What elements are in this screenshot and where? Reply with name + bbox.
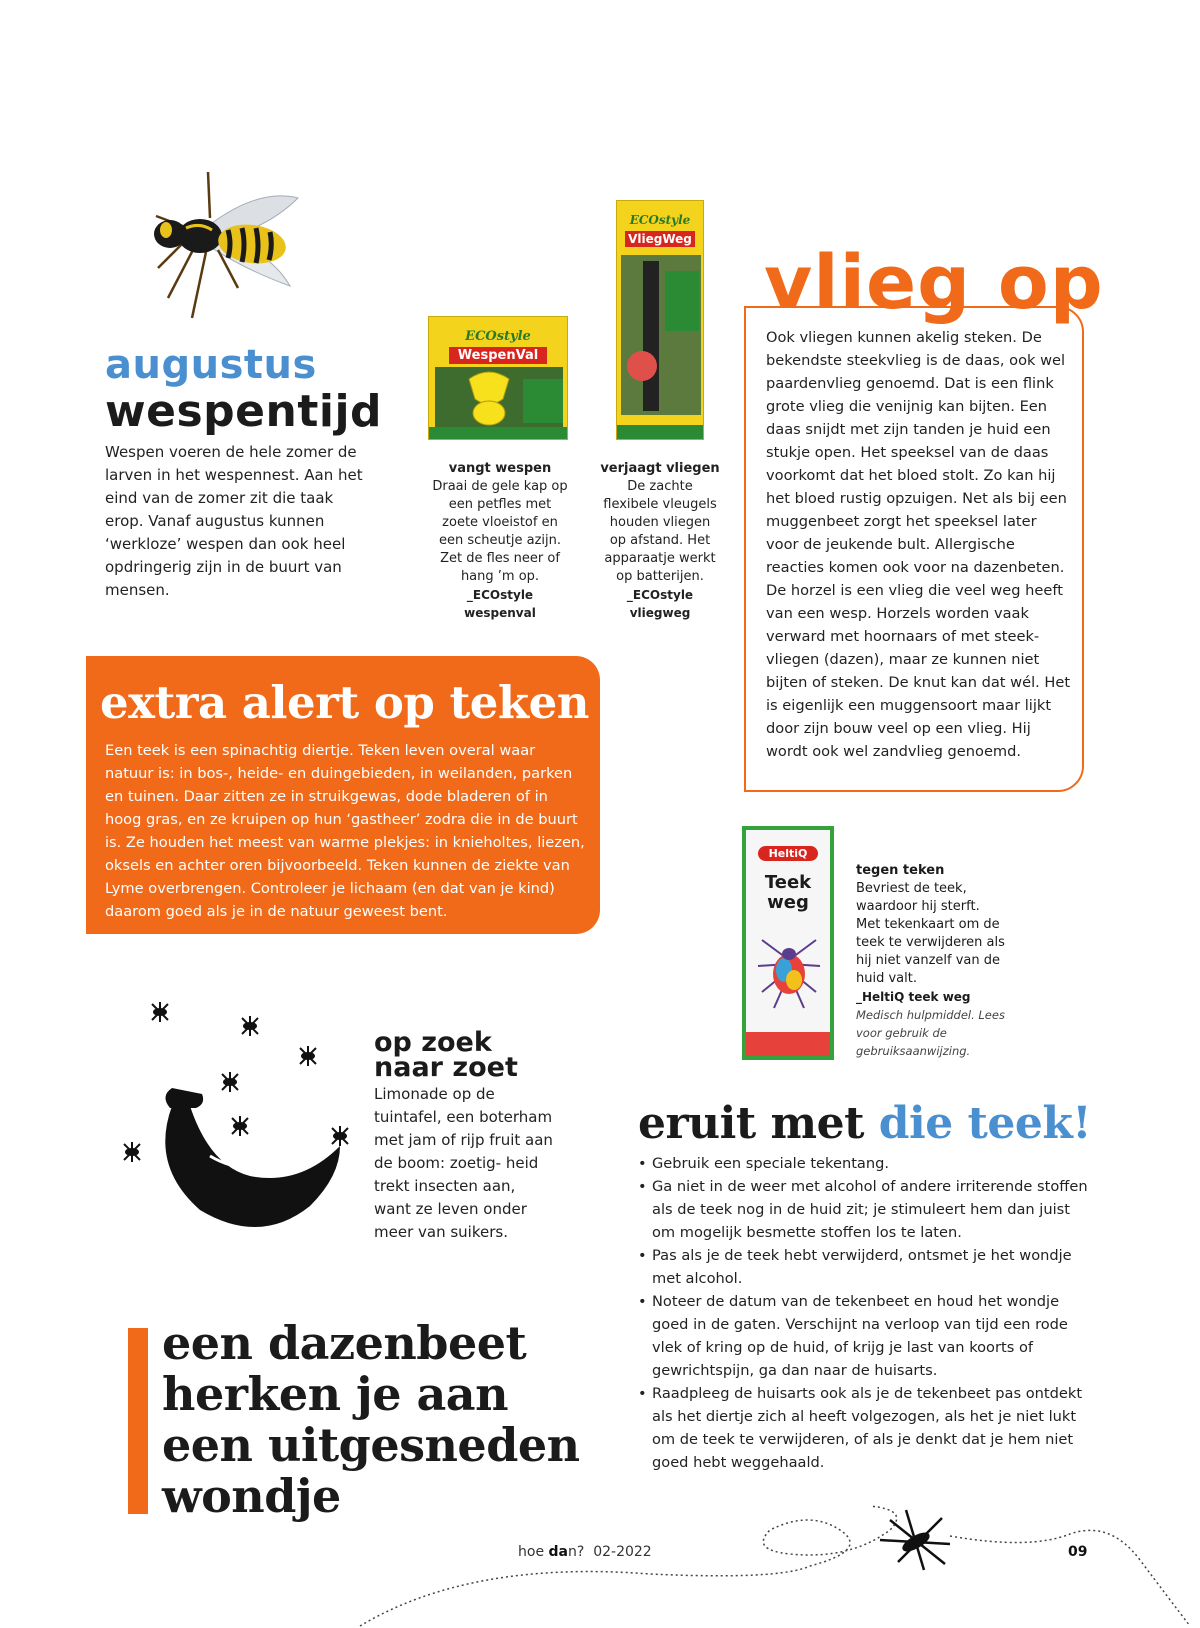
quote-accent-bar bbox=[128, 1328, 148, 1514]
teekweg-name-line2: weg bbox=[767, 892, 809, 913]
zoet-section-title bbox=[374, 1027, 518, 1083]
wespenval-caption bbox=[432, 460, 568, 622]
vliegweg-heading: verjaagt vliegen bbox=[600, 461, 720, 476]
footer-magazine-info bbox=[518, 1544, 652, 1560]
list-item: • Noteer de datum van de tekenbeet en houd het wondje goed in de gaten. Verschijnt na verloop van tijd een rode vlek of kring op de huid, of krijg je last van koorts of gewrichtspijn, ga dan naar de huisarts. bbox=[638, 1290, 1088, 1382]
wasp-section-body: Wespen voeren de hele zomer de larven in het wespennest. Aan het eind van de zomer zit die taak erop. Vanaf augustus kunnen ‘werkloze’ wespen dan ook heel opdringerig zijn in de buurt van mensen. bbox=[105, 443, 363, 599]
wespenval-name: WespenVal bbox=[449, 347, 547, 364]
eruit-title-part2: die teek! bbox=[878, 1098, 1092, 1149]
vliegweg-source: _ECOstyle vliegweg bbox=[626, 588, 694, 620]
vlieg-section-body: Ook vliegen kunnen akelig steken. De bekendste steekvlieg is de daas, ook wel paardenvlieg genoemd. Dat is een flink grote vlieg die venijnig kan bijten. Een daas snijdt met zijn tanden je huid een stukje open. Het speeksel van de daas voorkomt dat het bloed stolt. Zo kan hij het bloed rustig opzuigen. Net als bij een muggenbeet zorgt het speeksel later voor de jeukende bult. Allergische reacties komen ook voor na dazenbeten. De horzel is een vlieg die veel weg heeft van een wesp. Horzels worden vaak verward met hoornaars of met steek- vliegen (dazen), maar ze kunnen niet bijten of steken. De knut kan dat wél. Het is eigenlijk een muggensoort maar lijkt door zijn bouw veel op een vlieg. Hij wordt ook wel zandvlieg genoemd. bbox=[766, 329, 1071, 760]
banana-ants-illustration bbox=[110, 996, 360, 1240]
teekweg-heading: tegen teken bbox=[856, 863, 945, 878]
dazenbeet-quote bbox=[162, 1318, 582, 1522]
page-number: 09 bbox=[1068, 1544, 1088, 1560]
quote-line1: een dazenbeet bbox=[162, 1316, 527, 1370]
zoet-title-line2: naar zoet bbox=[374, 1052, 518, 1083]
vliegweg-name: VliegWeg bbox=[625, 231, 695, 247]
wespenval-brand: ECOstyle bbox=[465, 329, 531, 344]
vliegweg-brand: ECOstyle bbox=[629, 213, 691, 227]
vliegweg-text: De zachte flexibele vleugels houden vliegen op afstand. Het apparaatje werkt op batterijen. bbox=[603, 479, 717, 584]
teekweg-name-line1: Teek bbox=[764, 872, 812, 893]
footer-issue: 02-2022 bbox=[593, 1544, 652, 1560]
vliegweg-product-image bbox=[616, 200, 704, 440]
mosquito-flight-path bbox=[350, 1500, 1200, 1628]
wespenval-text: Draai de gele kap op een petfles met zoete vloeistof en een scheutje azijn. Zet de fles neer of hang ’m op. bbox=[432, 479, 568, 584]
wespenval-product-image bbox=[428, 316, 568, 440]
footer-mag-prefix: hoe bbox=[518, 1544, 549, 1560]
list-item: • Raadpleeg de huisarts ook als je de tekenbeet pas ontdekt als het diertje zich al heeft volgezogen, als het je niet lukt om de teek te verwijderen, of als je denkt dat je hem niet goed hebt weggehaald. bbox=[638, 1382, 1088, 1474]
teken-section-body: Een teek is een spinachtig diertje. Teken leven overal waar natuur is: in bos-, heide- en duingebieden, in weilanden, parken en tuinen. Daar zitten ze in struikgewas, dode bladeren of in hoog gras, en ze kruipen op hun ‘gastheer’ zodra die in de buurt is. Ze houden het meest van warme plekjes: in knieholtes, liezen, oksels en achter oren bijvoorbeeld. Teken kunnen de ziekte van Lyme overbrengen. Controleer je lichaam (en dat van je kind) daarom goed als je in de natuur geweest bent. bbox=[105, 742, 585, 920]
vliegweg-caption bbox=[600, 460, 720, 622]
zoet-section-body: Limonade op de tuintafel, een boterham met jam of rijp fruit aan de boom: zoetig- heid trekt insecten aan, want ze leven onder meer van suikers. bbox=[374, 1085, 553, 1241]
wasp-illustration bbox=[148, 168, 308, 328]
quote-line2: herken je aan bbox=[162, 1367, 509, 1421]
quote-line4: wondje bbox=[162, 1469, 341, 1523]
teekweg-note: Medisch hulpmiddel. Lees voor gebruik de gebruiksaanwijzing. bbox=[856, 1008, 1005, 1058]
teekweg-product-image bbox=[742, 826, 834, 1060]
footer-mag-bold: da bbox=[548, 1544, 568, 1560]
eruit-title-part1: eruit met bbox=[638, 1098, 879, 1149]
eruit-section-title bbox=[638, 1098, 1091, 1149]
wasp-section-title-line1: augustus bbox=[105, 342, 317, 388]
wespenval-heading: vangt wespen bbox=[448, 461, 552, 476]
list-item: • Ga niet in de weer met alcohol of andere irriterende stoffen als de teek nog in de huid zit; je stimuleert hem dan juist om mogelijk besmette stoffen los te laten. bbox=[638, 1175, 1088, 1244]
list-item: • Gebruik een speciale tekentang. bbox=[638, 1152, 1088, 1175]
teekweg-source: _HeltiQ teek weg bbox=[856, 990, 971, 1004]
wasp-section-title-line2: wespentijd bbox=[105, 386, 383, 437]
teekweg-brand: HeltiQ bbox=[758, 846, 818, 861]
zoet-title-line1: op zoek bbox=[374, 1027, 492, 1058]
wespenval-source: _ECOstyle wespenval bbox=[464, 588, 536, 620]
teekweg-text: Bevriest de teek, waardoor hij sterft. Met tekenkaart om de teek te verwijderen als hij niet vanzelf van de huid valt. bbox=[856, 881, 1005, 986]
teekweg-caption bbox=[856, 862, 1006, 1060]
quote-line3: een uitgesneden bbox=[162, 1418, 580, 1472]
list-item: • Pas als je de teek hebt verwijderd, ontsmet je het wondje met alcohol. bbox=[638, 1244, 1088, 1290]
footer-mag-suffix: n? bbox=[567, 1544, 585, 1560]
teken-section-title: extra alert op teken bbox=[100, 676, 589, 729]
eruit-section-list bbox=[638, 1152, 1088, 1474]
vlieg-section-title: vlieg op bbox=[764, 240, 1104, 326]
